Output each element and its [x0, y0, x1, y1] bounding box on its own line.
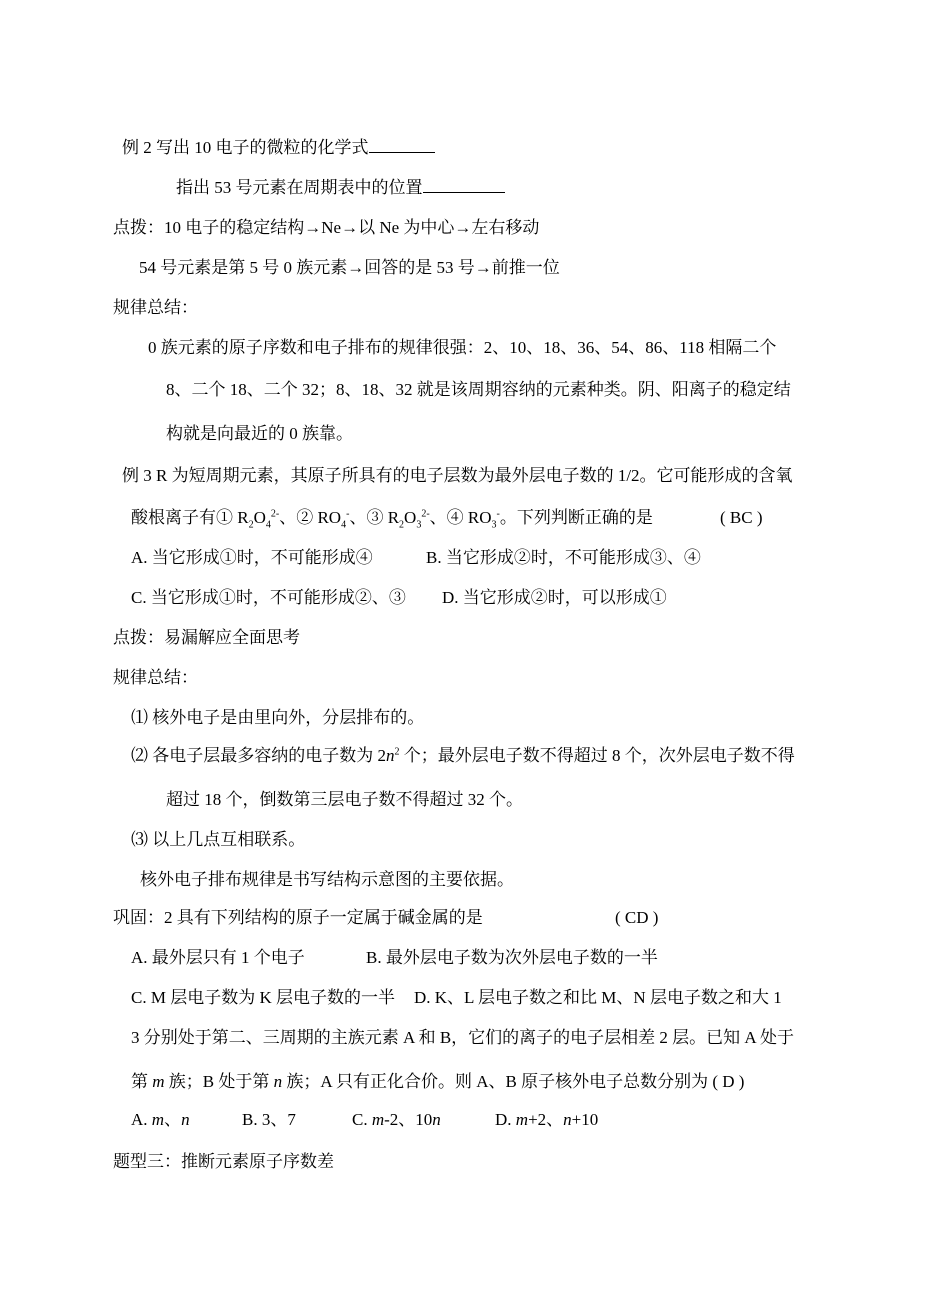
consolidate-q3-option-c: C. m-2、10n	[352, 1110, 441, 1129]
ex3-hint: 点拨：易漏解应全面思考	[113, 628, 300, 647]
consolidate-q2-option-a: A. 最外层只有 1 个电子	[131, 948, 305, 967]
ex2-summary-line-1: 0 族元素的原子序数和电子排布的规律很强：2、10、18、36、54、86、118 相隔二个	[148, 338, 777, 357]
ex3-summary-title: 规律总结：	[113, 668, 198, 687]
ex2-question-1: 例 2 写出 10 电子的微粒的化学式	[122, 136, 435, 160]
consolidate-q3-line-2: 第 m 族；B 处于第 n 族；A 只有正化合价。则 A、B 原子核外电子总数分别为 ( D )	[131, 1072, 745, 1091]
ex3-line-2: 酸根离子有① $R_2O_4^{2-}$、② $RO_4^-$、③ $R_2O_3^{2-}$、④ $RO_3^-$。下列判断正确的是	[131, 508, 653, 531]
consolidate-q3-option-a: A. m、n	[131, 1110, 190, 1129]
ex2-hint-1: 点拨：10 电子的稳定结构→Ne→以 Ne 为中心→左右移动	[113, 218, 540, 237]
rule-1: ⑴ 核外电子是由里向外，分层排布的。	[131, 708, 425, 727]
rule-4: 核外电子排布规律是书写结构示意图的主要依据。	[140, 870, 514, 889]
ex3-line-1: 例 3 R 为短周期元素，其原子所具有的电子层数为最外层电子数的 1/2。它可能形成的含氧	[122, 466, 793, 485]
ex3-answer: ( BC )	[720, 508, 763, 527]
consolidate-q2: 巩固：2 具有下列结构的原子一定属于碱金属的是	[113, 908, 483, 927]
consolidate-q2-option-d: D. K、L 层电子数之和比 M、N 层电子数之和大 1	[414, 988, 782, 1007]
ion-formula-4: $RO_3^-$	[467, 508, 500, 531]
ex3-option-b: B. 当它形成②时，不可能形成③、④	[426, 548, 701, 567]
section-3-title: 题型三：推断元素原子序数差	[113, 1152, 334, 1171]
answer-blank[interactable]	[423, 176, 505, 193]
ex2-summary-title: 规律总结：	[113, 298, 198, 317]
ex2-summary-line-2: 8、二个 18、二个 32；8、18、32 就是该周期容纳的元素种类。阴、阳离子的稳定结	[166, 380, 791, 399]
rule-3: ⑶ 以上几点互相联系。	[131, 830, 306, 849]
consolidate-q3-line-1: 3 分别处于第二、三周期的主族元素 A 和 B，它们的离子的电子层相差 2 层。已知 A 处于	[131, 1028, 795, 1047]
ion-formula-3: $R_2O_3^{2-}$	[387, 508, 430, 531]
rule-2-cont: 超过 18 个，倒数第三层电子数不得超过 32 个。	[166, 790, 523, 809]
answer-blank[interactable]	[369, 136, 435, 153]
ion-formula-1: $R_2O_4^{2-}$	[237, 508, 280, 531]
consolidate-q2-answer: ( CD )	[615, 908, 659, 927]
ex2-hint-2: 54 号元素是第 5 号 0 族元素→回答的是 53 号→前推一位	[139, 258, 560, 277]
consolidate-q2-option-c: C. M 层电子数为 K 层电子数的一半	[131, 988, 395, 1007]
ex2-summary-line-3: 构就是向最近的 0 族靠。	[166, 424, 353, 443]
ex3-option-d: D. 当它形成②时，可以形成①	[442, 588, 667, 607]
ex3-option-c: C. 当它形成①时，不可能形成②、③	[131, 588, 406, 607]
consolidate-q3-option-b: B. 3、7	[242, 1110, 296, 1129]
consolidate-q3-option-d: D. m+2、n+10	[495, 1110, 599, 1129]
ex2-question-2: 指出 53 号元素在周期表中的位置	[176, 176, 505, 200]
consolidate-q2-option-b: B. 最外层电子数为次外层电子数的一半	[366, 948, 658, 967]
ex3-option-a: A. 当它形成①时，不可能形成④	[131, 548, 373, 567]
ion-formula-2: $RO_4^-$	[317, 508, 350, 531]
rule-2: ⑵ 各电子层最多容纳的电子数为 $2n^2$ 个；最外层电子数不得超过 8 个，次外层电子数不得	[131, 746, 795, 765]
